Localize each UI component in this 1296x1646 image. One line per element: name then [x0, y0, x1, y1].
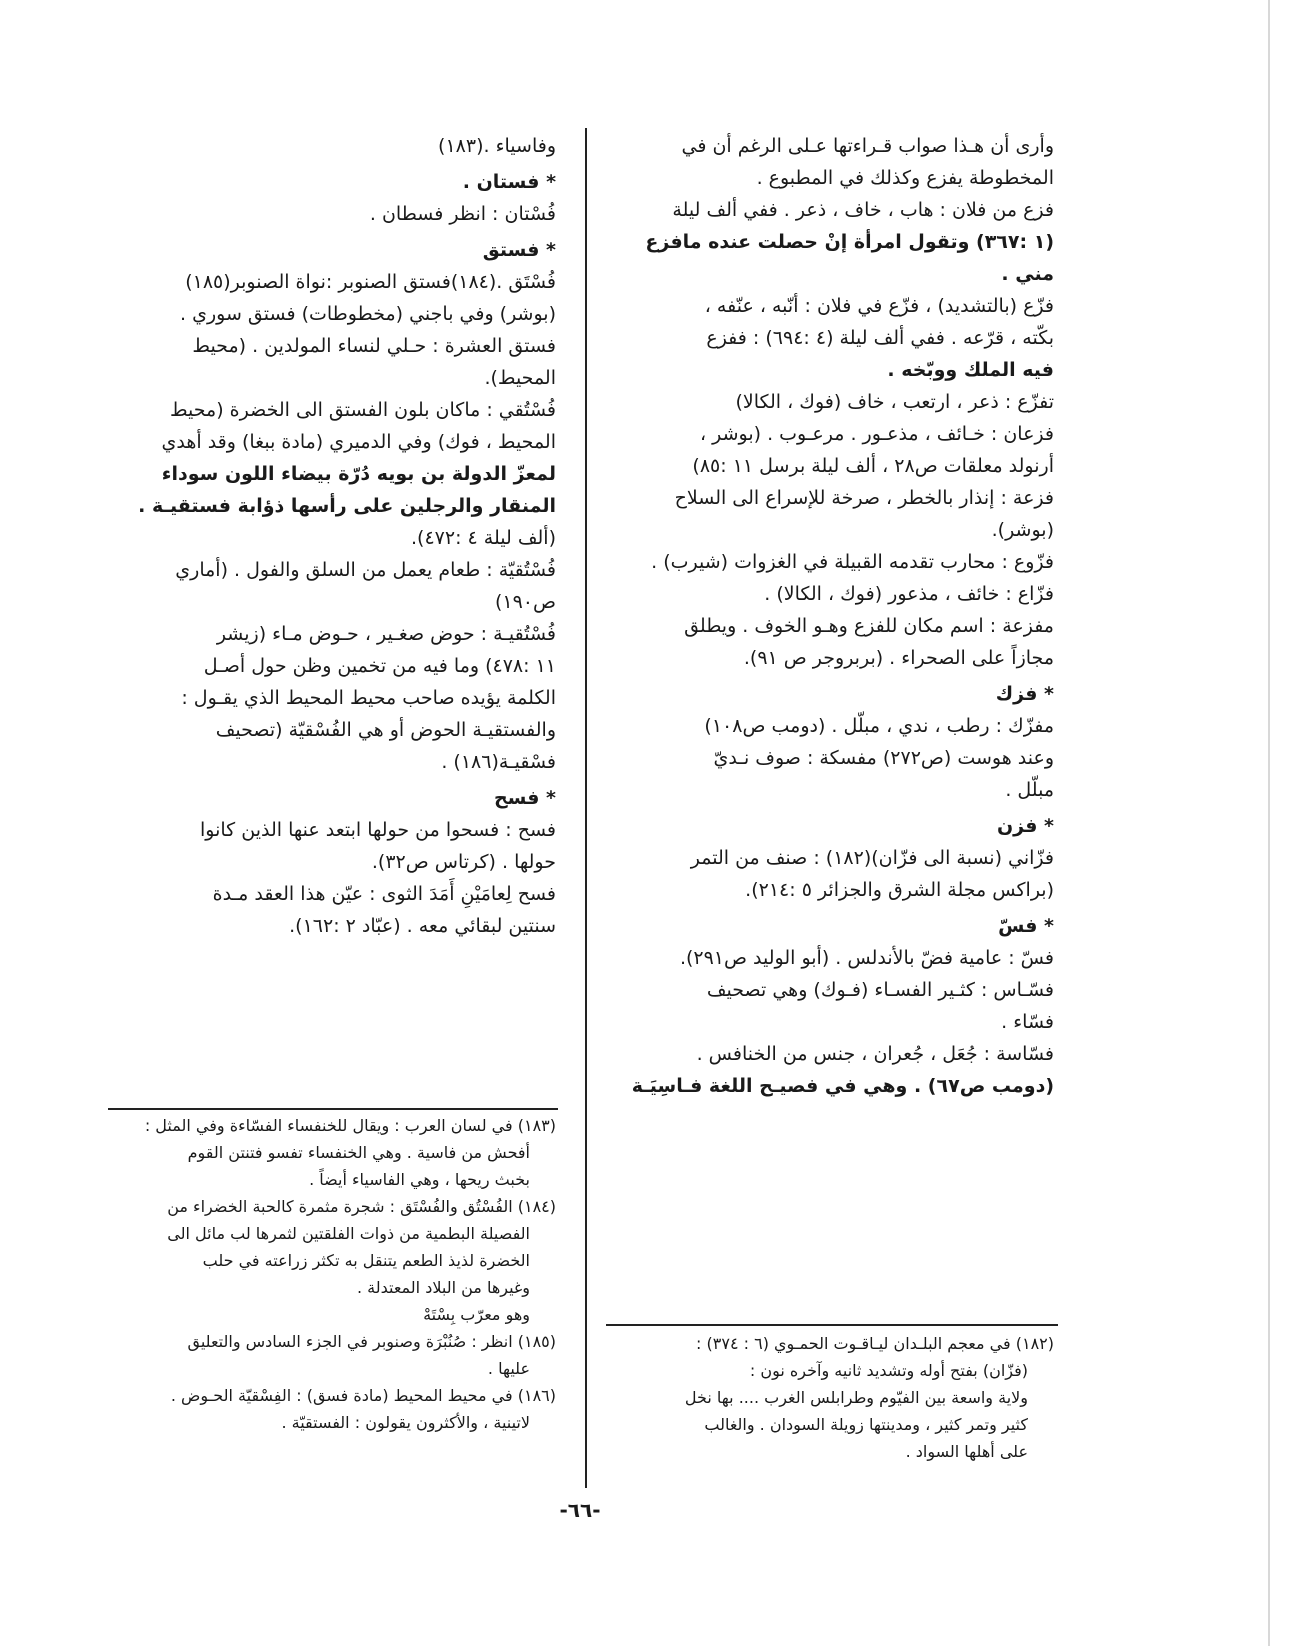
text-line: (بوشر) وفي باجني (مخطوطات) فستق سوري .	[180, 303, 556, 325]
text-line: فزّع (بالتشديد) ، فزّع في فلان : أنّبه ، عنّفه ،	[704, 295, 1054, 317]
text-line: أرنولد معلقات ص٢٨ ، ألف ليلة برسل ١١ :٨٥)	[692, 455, 1054, 477]
text-line: فسح لِعامَيْنِ أَمَدَ الثوى : عيّن هذا العقد مـدة	[212, 883, 556, 905]
text-line: فزعان : خـائف ، مذعـور . مرعـوب . (بوشر ،	[699, 423, 1054, 445]
text-line: مبلّل .	[1005, 779, 1054, 801]
footnote-line: على أهلها السواد .	[905, 1442, 1028, 1461]
footnote-rule	[108, 1108, 558, 1110]
text-line: المحيط ، فوك) وفي الدميري (مادة ببغا) وقد أهدي	[161, 431, 556, 453]
text-line: وعند هوست (ص٢٧٢) مفسكة : صوف نـديّ	[713, 747, 1054, 769]
page-number: -٦٦-	[559, 1498, 601, 1522]
text-line: فزعة : إنذار بالخطر ، صرخة للإسراع الى السلاح	[674, 487, 1054, 509]
text-line: فُسْتَق .(١٨٤)فستق الصنوبر :نواة الصنوبر(١٨٥)	[185, 271, 556, 293]
footnote-line: عليها .	[487, 1359, 530, 1378]
footnote-line: (فزّان) بفتح أوله وتشديد ثانيه وآخره نون :	[749, 1361, 1028, 1380]
entry-heading: * فسح	[493, 787, 556, 809]
footnote-line: وغيرها من البلاد المعتدلة .	[356, 1278, 530, 1297]
text-line: والفستقيـة الحوض أو هي الفُسْقيّة (تصحيف	[215, 719, 556, 741]
footnote-line: الفصيلة البطمية من ذوات الفلقتين لثمرها لب مائل الى	[167, 1224, 530, 1243]
text-line: فيه الملك ووبّخه .	[887, 359, 1054, 381]
text-line: مفزّك : رطب ، ندي ، مبلّل . (دومب ص١٠٨)	[704, 715, 1054, 737]
text-line: مجازاً على الصحراء . (بربروجر ص ٩١).	[743, 647, 1054, 669]
text-line: فزّاني (نسبة الى فزّان)(١٨٢) : صنف من التمر	[690, 847, 1054, 869]
text-line: فُسْتان : انظر فسطان .	[369, 203, 556, 225]
text-line: فسّـاس : كثـير الفسـاء (فـوك) وهي تصحيف	[706, 979, 1054, 1001]
text-line: فسّ : عامية فضّ بالأندلس . (أبو الوليد ص٢٩١).	[679, 947, 1054, 969]
text-line: (براكس مجلة الشرق والجزائر ٥ :٢١٤).	[745, 879, 1054, 901]
text-line: فسح : فسحوا من حولها ابتعد عنها الذين كانوا	[199, 819, 556, 841]
text-line: فسْقيـة(١٨٦) .	[441, 751, 556, 773]
text-line: (بوشر).	[991, 519, 1054, 541]
entry-heading: * فزك	[995, 683, 1054, 705]
footnote-line: كثير وتمر كثير ، ومدينتها زويلة السودان . والغالب	[704, 1415, 1028, 1434]
text-line: المخطوطة يفزع وكذلك في المطبوع .	[756, 167, 1054, 189]
left-column	[112, 130, 556, 942]
text-line: ١١ :٤٧٨) وما فيه من تخمين وظن حول أصـل	[203, 655, 556, 677]
text-line: فُسْتُقيـة : حوض صغـير ، حـوض مـاء (زيشر	[216, 623, 556, 645]
footnote-line: (١٨٢) في معجم البلـدان ليـاقـوت الحمـوي (٦ : ٣٧٤) :	[696, 1334, 1054, 1353]
text-line: المنقار والرجلين على رأسها ذؤابة فستقيـة .	[138, 495, 556, 517]
text-line: الكلمة يؤيده صاحب محيط المحيط الذي يقـول :	[181, 687, 556, 709]
text-line: ص١٩٠)	[494, 591, 556, 613]
text-line: لمعزّ الدولة بن بويه دُرّة بيضاء اللون سوداء	[161, 463, 556, 485]
right-column	[610, 130, 1054, 1102]
footnote-line: (١٨٣) في لسان العرب : ويقال للخنفساء الفسّاءة وفي المثل :	[144, 1116, 556, 1135]
text-line: فُسْتُقيّة : طعام يعمل من السلق والفول . (أماري	[175, 559, 556, 581]
footnotes-right	[610, 1330, 1054, 1465]
text-line: فسّاسة : جُعَل ، جُعران ، جنس من الخنافس .	[696, 1043, 1054, 1065]
text-line: المحيط).	[484, 367, 556, 389]
text-line: فسّاء .	[1001, 1011, 1054, 1033]
entry-heading: * فسّ	[998, 915, 1054, 937]
text-line: فستق العشرة : حـلي لنساء المولدين . (محيط	[192, 335, 556, 357]
text-line: حولها . (كرتاس ص٣٢).	[371, 851, 556, 873]
footnote-line: (١٨٥) انظر : صُنُبْرَة وصنوبر في الجزء السادس والتعليق	[187, 1332, 556, 1351]
footnote-rule	[606, 1324, 1058, 1326]
text-line: وفاسياء .(١٨٣)	[438, 135, 556, 157]
footnote-line: (١٨٦) في محيط المحيط (مادة فسق) : الفِسْقيّة الحـوض .	[170, 1386, 556, 1405]
entry-heading: * فزن	[996, 815, 1054, 837]
scan-edge-line	[1268, 0, 1270, 1646]
footnote-line: بخبث ريحها ، وهي الفاسياء أيضاً .	[309, 1170, 530, 1189]
text-line: فُسْتُقي : ماكان بلون الفستق الى الخضرة (محيط	[170, 399, 556, 421]
footnote-line: لاتينية ، والأكثرون يقولون : الفستقيّة .	[281, 1413, 530, 1432]
text-line: (١ :٣٦٧) وتقول امرأة إنْ حصلت عنده مافزع	[645, 231, 1054, 253]
footnote-line: أفحش من فاسية . وهي الخنفساء تفسو فتنتن القوم	[187, 1143, 530, 1162]
entry-heading: * فستان .	[462, 171, 556, 193]
text-line: بكّته ، قرّعه . ففي ألف ليلة (٤ :٦٩٤) : ففزع	[706, 327, 1054, 349]
text-line: (دومب ص٦٧) . وهي في فصيـح اللغة فـاسِيَـة	[631, 1075, 1054, 1097]
text-line: فزّاع : خائف ، مذعور (فوك ، الكالا) .	[764, 583, 1054, 605]
text-line: سنتين لبقائي معه . (عبّاد ٢ :١٦٢).	[289, 915, 556, 937]
column-divider	[585, 128, 587, 1488]
text-line: فزع من فلان : هاب ، خاف ، ذعر . ففي ألف ليلة	[672, 199, 1054, 221]
footnote-line: وهو معرّب بِسْتَهْ	[423, 1305, 530, 1324]
text-line: مني .	[1001, 263, 1054, 285]
text-line: فزّوع : محارب تقدمه القبيلة في الغزوات (شيرب) .	[651, 551, 1054, 573]
footnote-line: (١٨٤) الفُسْتُق والفُسْتَق : شجرة مثمرة كالحبة الخضراء من	[167, 1197, 556, 1216]
entry-heading: * فستق	[482, 239, 556, 261]
footnote-line: الخضرة لذيذ الطعم يتنقل به تكثر زراعته في حلب	[202, 1251, 530, 1270]
text-line: مفزعة : اسم مكان للفزع وهـو الخوف . ويطلق	[684, 615, 1054, 637]
footnotes-left	[108, 1112, 556, 1436]
footnote-line: ولاية واسعة بين الفيّوم وطرابلس الغرب .... بها نخل	[684, 1388, 1028, 1407]
text-line: (ألف ليلة ٤ :٤٧٢).	[411, 527, 556, 549]
text-line: وأرى أن هـذا صواب قـراءتها عـلى الرغم أن في	[681, 135, 1054, 157]
text-line: تفزّع : ذعر ، ارتعب ، خاف (فوك ، الكالا)	[735, 391, 1054, 413]
